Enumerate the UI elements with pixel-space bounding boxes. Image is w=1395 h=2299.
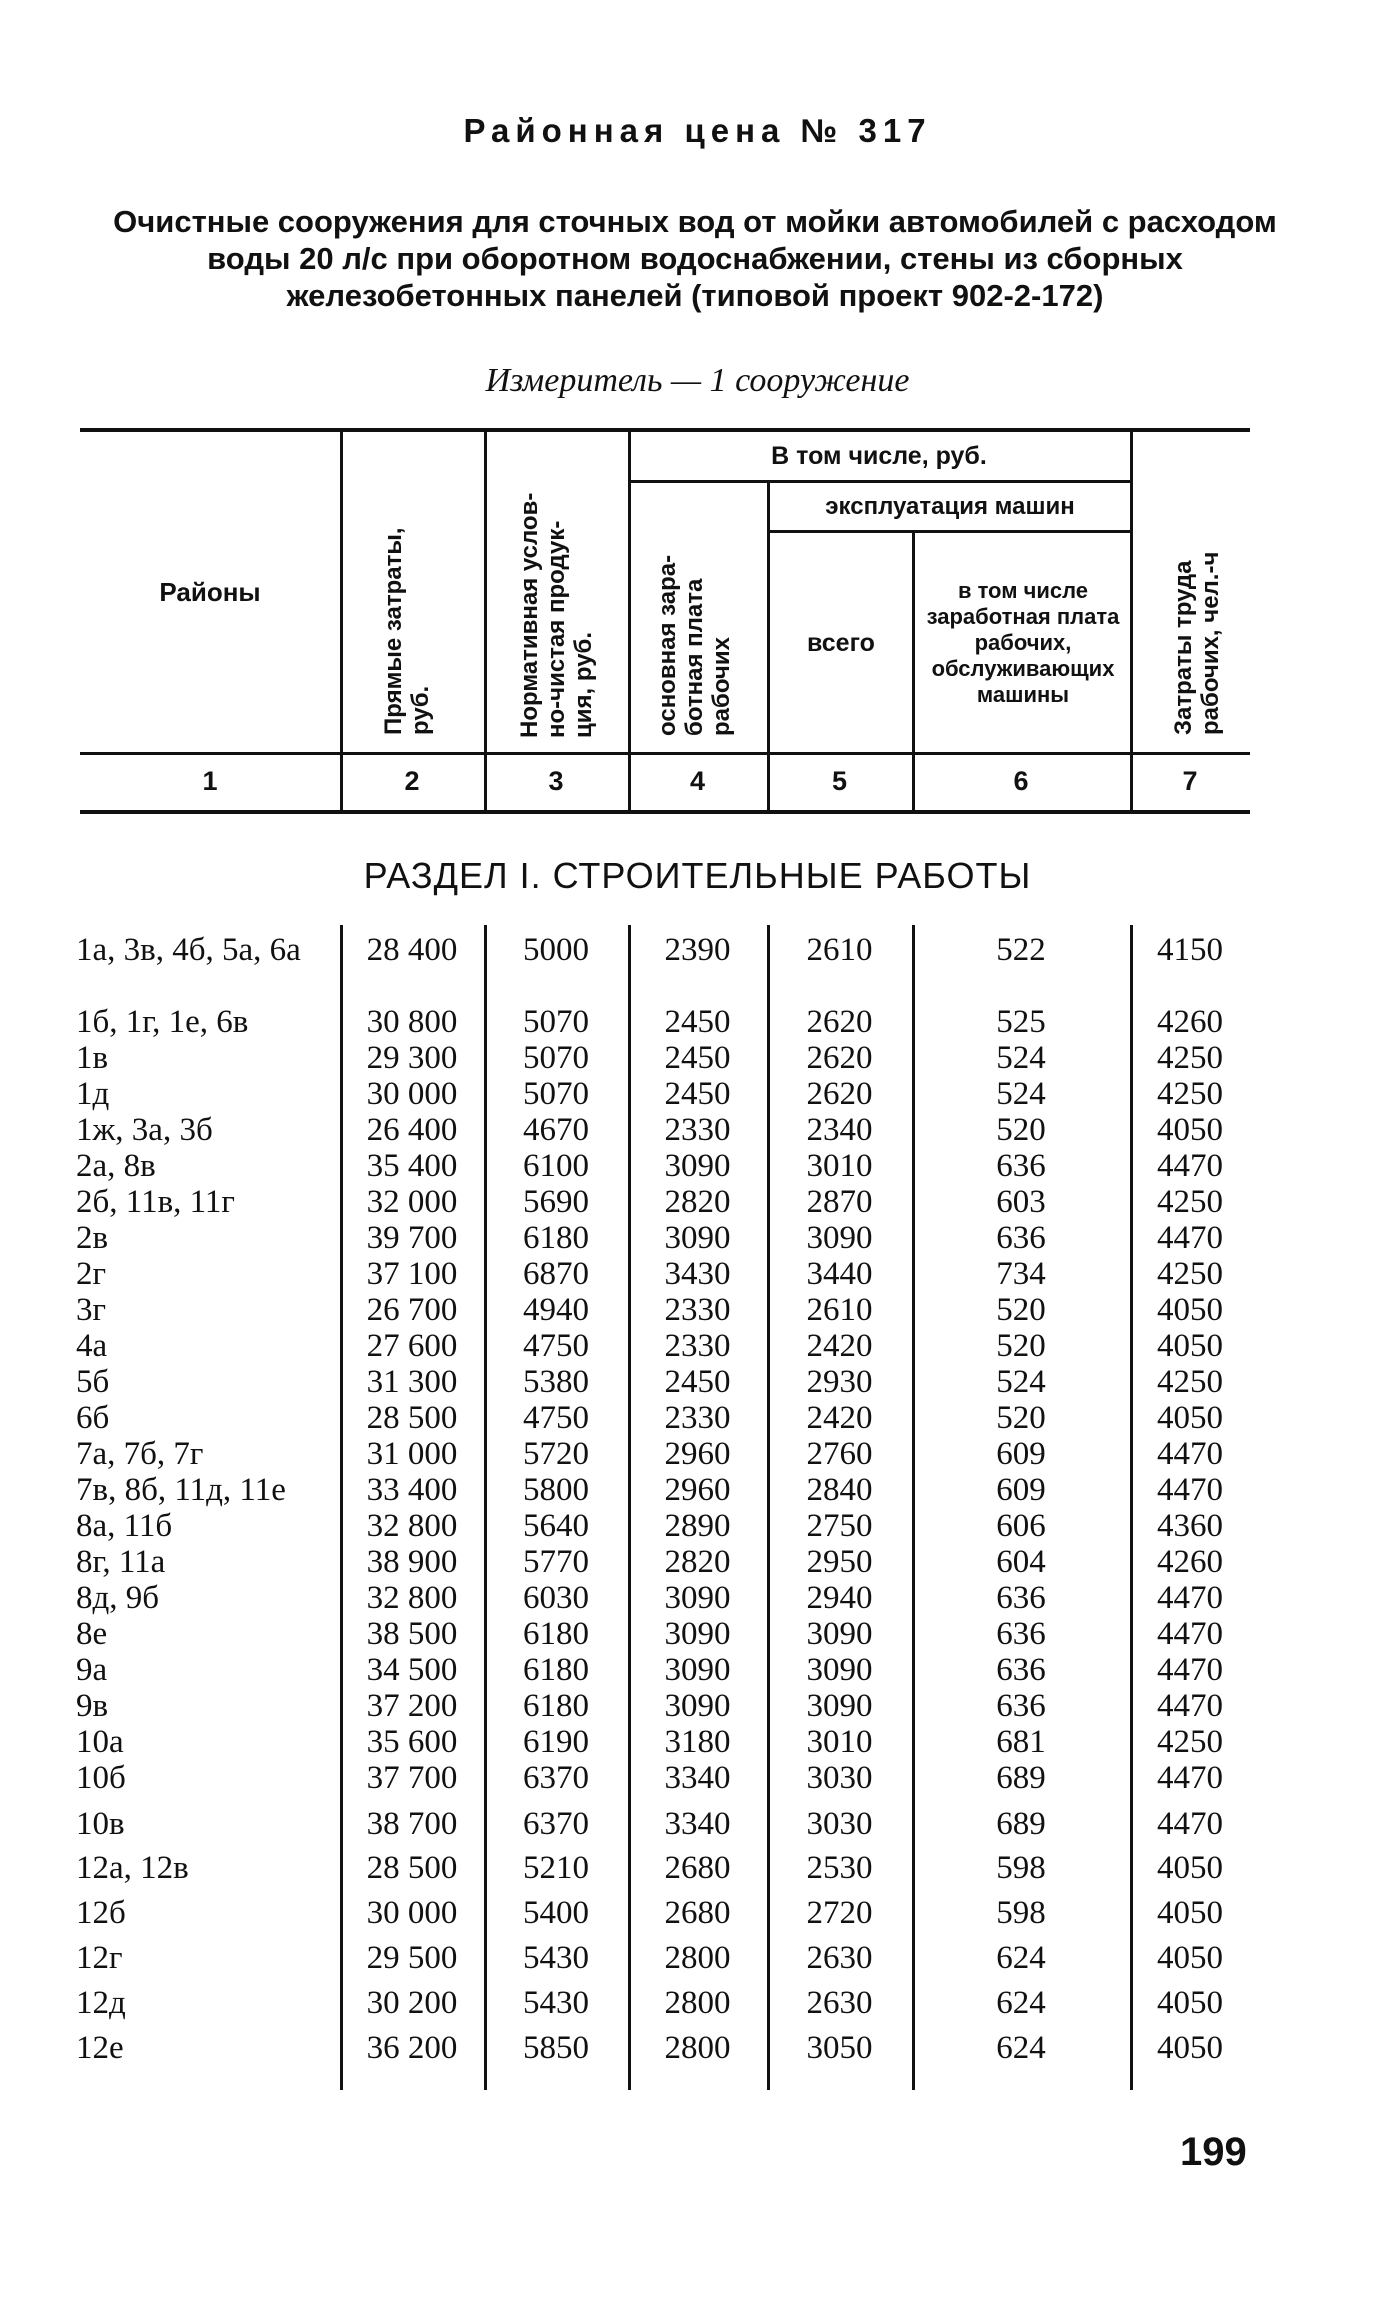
value-cell: 31 300 [366, 1364, 458, 1400]
column-number: 4 [689, 766, 706, 796]
region-cell: 10б [76, 1760, 126, 1796]
table-row [0, 932, 1395, 968]
header-mid-rule [80, 752, 1250, 755]
region-cell: 12г [76, 1940, 123, 1976]
value-cell: 26 700 [366, 1292, 458, 1328]
region-cell: 9а [76, 1652, 108, 1688]
value-cell: 5070 [523, 1076, 589, 1112]
value-cell: 2800 [664, 1985, 731, 2021]
table-row [0, 1724, 1395, 1760]
value-cell: 4470 [1157, 1436, 1223, 1472]
column-number: 3 [548, 766, 564, 796]
value-cell: 4250 [1157, 1184, 1223, 1220]
value-cell: 2330 [664, 1328, 731, 1364]
value-cell: 3090 [664, 1688, 731, 1724]
value-cell: 2450 [664, 1040, 731, 1076]
table-row [0, 1652, 1395, 1688]
value-cell: 4470 [1157, 1220, 1223, 1256]
value-cell: 606 [996, 1508, 1046, 1544]
value-cell: 3340 [664, 1806, 731, 1842]
table-row [0, 1400, 1395, 1436]
value-cell: 3180 [664, 1724, 731, 1760]
value-cell: 38 500 [366, 1616, 458, 1652]
header-bottom-rule [80, 810, 1250, 814]
value-cell: 28 500 [366, 1850, 458, 1886]
region-cell: 7а, 7б, 7г [76, 1436, 204, 1472]
value-cell: 2420 [806, 1328, 873, 1364]
table-row [0, 1895, 1395, 1931]
value-cell: 2630 [806, 1985, 873, 2021]
value-cell: 6180 [523, 1688, 589, 1724]
value-cell: 35 600 [366, 1724, 458, 1760]
value-cell: 4940 [523, 1292, 589, 1328]
value-cell: 522 [996, 932, 1046, 968]
table-row [0, 1760, 1395, 1796]
value-cell: 4750 [523, 1400, 589, 1436]
value-cell: 2960 [664, 1472, 731, 1508]
value-cell: 5770 [523, 1544, 589, 1580]
value-cell: 4050 [1157, 1940, 1223, 1976]
table-row [0, 1544, 1395, 1580]
value-cell: 30 000 [366, 1076, 458, 1112]
value-cell: 5000 [523, 932, 589, 968]
value-cell: 4260 [1157, 1004, 1223, 1040]
value-cell: 520 [996, 1112, 1046, 1148]
value-cell: 6180 [523, 1616, 589, 1652]
value-cell: 3090 [806, 1652, 873, 1688]
value-cell: 6100 [523, 1148, 589, 1184]
table-row [0, 1806, 1395, 1842]
table-row [0, 1580, 1395, 1616]
value-cell: 2620 [806, 1040, 873, 1076]
value-cell: 603 [996, 1184, 1046, 1220]
column-number: 7 [1182, 766, 1198, 796]
value-cell: 3090 [806, 1688, 873, 1724]
value-cell: 38 900 [366, 1544, 458, 1580]
value-cell: 2630 [806, 1940, 873, 1976]
value-cell: 6180 [523, 1220, 589, 1256]
region-cell: 1ж, 3а, 3б [76, 1112, 213, 1148]
region-cell: 3г [76, 1292, 107, 1328]
value-cell: 3090 [664, 1148, 731, 1184]
value-cell: 37 100 [366, 1256, 458, 1292]
table-row [0, 1328, 1395, 1364]
value-cell: 28 400 [366, 932, 458, 968]
value-cell: 34 500 [366, 1652, 458, 1688]
document-subtitle: Очистные сооружения для сточных вод от мойки автомобилей с расходом воды 20 л/с при оборотном водоснабжении, стены из сборных железобетонных панелей (типовой проект 902-2-172) [113, 204, 1277, 313]
value-cell: 524 [996, 1040, 1046, 1076]
value-cell: 3090 [664, 1580, 731, 1616]
value-cell: 29 500 [366, 1940, 458, 1976]
region-cell: 4а [76, 1328, 108, 1364]
value-cell: 3010 [806, 1148, 873, 1184]
table-row [0, 1256, 1395, 1292]
column-number: 2 [404, 766, 420, 796]
value-cell: 2820 [664, 1544, 731, 1580]
value-cell: 4250 [1157, 1040, 1223, 1076]
value-cell: 2870 [806, 1184, 873, 1220]
header-divider [628, 430, 631, 812]
value-cell: 2450 [664, 1004, 731, 1040]
table-row [0, 1112, 1395, 1148]
value-cell: 2840 [806, 1472, 873, 1508]
value-cell: 681 [996, 1724, 1046, 1760]
value-cell: 2720 [806, 1895, 873, 1931]
value-cell: 5850 [523, 2030, 589, 2066]
value-cell: 2530 [806, 1850, 873, 1886]
value-cell: 2330 [664, 1292, 731, 1328]
value-cell: 3090 [664, 1220, 731, 1256]
table-row [0, 1940, 1395, 1976]
value-cell: 6370 [523, 1806, 589, 1842]
value-cell: 598 [996, 1850, 1046, 1886]
region-cell: 1а, 3в, 4б, 5а, 6а [76, 932, 301, 968]
value-cell: 5690 [523, 1184, 589, 1220]
table-row [0, 1292, 1395, 1328]
region-cell: 9в [76, 1688, 109, 1724]
value-cell: 6190 [523, 1724, 589, 1760]
value-cell: 3090 [806, 1616, 873, 1652]
header-divider [1130, 430, 1133, 812]
value-cell: 4470 [1157, 1688, 1223, 1724]
value-cell: 29 300 [366, 1040, 458, 1076]
table-row [0, 1004, 1395, 1040]
value-cell: 4260 [1157, 1544, 1223, 1580]
value-cell: 3340 [664, 1760, 731, 1796]
value-cell: 636 [996, 1688, 1046, 1724]
value-cell: 734 [996, 1256, 1046, 1292]
value-cell: 3050 [806, 2030, 873, 2066]
region-cell: 7в, 8б, 11д, 11е [76, 1472, 286, 1508]
value-cell: 4470 [1157, 1806, 1223, 1842]
value-cell: 3090 [664, 1616, 731, 1652]
value-cell: 609 [996, 1436, 1046, 1472]
table-row [0, 1184, 1395, 1220]
measure-unit: Измеритель — 1 сооружение [485, 362, 910, 399]
value-cell: 2760 [806, 1436, 873, 1472]
region-cell: 8д, 9б [76, 1580, 160, 1616]
value-cell: 2960 [664, 1436, 731, 1472]
value-cell: 35 400 [366, 1148, 458, 1184]
value-cell: 2820 [664, 1184, 731, 1220]
region-cell: 2б, 11в, 11г [76, 1184, 235, 1220]
value-cell: 2620 [806, 1076, 873, 1112]
value-cell: 4050 [1157, 1112, 1223, 1148]
value-cell: 4250 [1157, 1364, 1223, 1400]
header-subgroup-machines: эксплуатация машин [825, 492, 1075, 520]
value-cell: 5800 [523, 1472, 589, 1508]
header-col-labor: Затраты труда рабочих, чел.-ч [1170, 551, 1224, 735]
value-cell: 520 [996, 1328, 1046, 1364]
table-row [0, 1472, 1395, 1508]
region-cell: 6б [76, 1400, 110, 1436]
value-cell: 4050 [1157, 1895, 1223, 1931]
value-cell: 3090 [806, 1220, 873, 1256]
value-cell: 5070 [523, 1004, 589, 1040]
value-cell: 4670 [523, 1112, 589, 1148]
value-cell: 2800 [664, 2030, 731, 2066]
value-cell: 2390 [664, 932, 731, 968]
value-cell: 2890 [664, 1508, 731, 1544]
value-cell: 39 700 [366, 1220, 458, 1256]
value-cell: 2680 [664, 1850, 731, 1886]
column-number: 1 [202, 766, 218, 796]
region-cell: 5б [76, 1364, 110, 1400]
header-divider [340, 430, 343, 812]
value-cell: 5430 [523, 1985, 589, 2021]
value-cell: 4050 [1157, 1985, 1223, 2021]
table-row [0, 1850, 1395, 1886]
value-cell: 636 [996, 1652, 1046, 1688]
header-divider [484, 430, 487, 812]
value-cell: 6870 [523, 1256, 589, 1292]
value-cell: 2800 [664, 1940, 731, 1976]
page-number: 199 [1180, 2130, 1247, 2174]
value-cell: 3030 [806, 1806, 873, 1842]
value-cell: 2340 [806, 1112, 873, 1148]
value-cell: 32 000 [366, 1184, 458, 1220]
value-cell: 3430 [664, 1256, 731, 1292]
value-cell: 604 [996, 1544, 1046, 1580]
value-cell: 37 200 [366, 1688, 458, 1724]
table-row [0, 1148, 1395, 1184]
value-cell: 5210 [523, 1850, 589, 1886]
value-cell: 524 [996, 1076, 1046, 1112]
value-cell: 5430 [523, 1940, 589, 1976]
header-col-machine-wage: в том числе заработная плата рабочих, обслуживающих машины [926, 578, 1120, 707]
value-cell: 2420 [806, 1400, 873, 1436]
value-cell: 5720 [523, 1436, 589, 1472]
value-cell: 689 [996, 1806, 1046, 1842]
value-cell: 2940 [806, 1580, 873, 1616]
header-col-base-wage: основная зара- ботная плата рабочих [654, 554, 735, 736]
value-cell: 2450 [664, 1364, 731, 1400]
region-cell: 1б, 1г, 1е, 6в [76, 1004, 249, 1040]
value-cell: 4470 [1157, 1760, 1223, 1796]
value-cell: 2330 [664, 1112, 731, 1148]
value-cell: 26 400 [366, 1112, 458, 1148]
table-row [0, 1076, 1395, 1112]
value-cell: 520 [996, 1292, 1046, 1328]
value-cell: 4050 [1157, 1400, 1223, 1436]
value-cell: 2950 [806, 1544, 873, 1580]
value-cell: 598 [996, 1895, 1046, 1931]
value-cell: 4250 [1157, 1076, 1223, 1112]
region-cell: 1д [76, 1076, 110, 1112]
header-group-including: В том числе, руб. [771, 441, 987, 470]
value-cell: 5640 [523, 1508, 589, 1544]
value-cell: 2680 [664, 1895, 731, 1931]
value-cell: 36 200 [366, 2030, 458, 2066]
region-cell: 10в [76, 1806, 125, 1842]
value-cell: 5380 [523, 1364, 589, 1400]
value-cell: 4470 [1157, 1580, 1223, 1616]
table-row [0, 1040, 1395, 1076]
region-cell: 2в [76, 1220, 109, 1256]
value-cell: 4150 [1157, 932, 1223, 968]
table-row [0, 1688, 1395, 1724]
value-cell: 4050 [1157, 1328, 1223, 1364]
region-cell: 12а, 12в [76, 1850, 189, 1886]
region-cell: 8г, 11а [76, 1544, 166, 1580]
table-row [0, 2030, 1395, 2066]
value-cell: 4050 [1157, 1292, 1223, 1328]
value-cell: 520 [996, 1400, 1046, 1436]
value-cell: 2450 [664, 1076, 731, 1112]
value-cell: 636 [996, 1220, 1046, 1256]
value-cell: 2620 [806, 1004, 873, 1040]
value-cell: 4470 [1157, 1616, 1223, 1652]
value-cell: 3090 [664, 1652, 731, 1688]
column-number: 5 [831, 766, 848, 796]
value-cell: 33 400 [366, 1472, 458, 1508]
table-row [0, 1364, 1395, 1400]
value-cell: 525 [996, 1004, 1046, 1040]
value-cell: 37 700 [366, 1760, 458, 1796]
value-cell: 2750 [806, 1508, 873, 1544]
value-cell: 30 200 [366, 1985, 458, 2021]
region-cell: 8а, 11б [76, 1508, 173, 1544]
value-cell: 2930 [806, 1364, 873, 1400]
value-cell: 624 [996, 1940, 1046, 1976]
value-cell: 38 700 [366, 1806, 458, 1842]
table-row [0, 1985, 1395, 2021]
region-cell: 12е [76, 2030, 124, 2066]
value-cell: 5400 [523, 1895, 589, 1931]
value-cell: 32 800 [366, 1508, 458, 1544]
value-cell: 624 [996, 1985, 1046, 2021]
value-cell: 4050 [1157, 1850, 1223, 1886]
table-row [0, 1220, 1395, 1256]
region-cell: 10а [76, 1724, 124, 1760]
region-cell: 12д [76, 1985, 126, 2021]
value-cell: 3440 [806, 1256, 873, 1292]
value-cell: 3010 [806, 1724, 873, 1760]
value-cell: 4050 [1157, 2030, 1223, 2066]
value-cell: 2610 [806, 932, 873, 968]
value-cell: 27 600 [366, 1328, 458, 1364]
header-col-total: всего [807, 628, 875, 657]
subgroup-rule [767, 530, 1130, 533]
region-cell: 1в [76, 1040, 109, 1076]
value-cell: 31 000 [366, 1436, 458, 1472]
value-cell: 6030 [523, 1580, 589, 1616]
value-cell: 609 [996, 1472, 1046, 1508]
value-cell: 2330 [664, 1400, 731, 1436]
column-number: 6 [1013, 766, 1029, 796]
header-col-regions: Районы [159, 576, 261, 607]
region-cell: 2а, 8в [76, 1148, 156, 1184]
value-cell: 6180 [523, 1652, 589, 1688]
value-cell: 4470 [1157, 1652, 1223, 1688]
header-col-direct-costs: Прямые затраты, руб. [380, 527, 434, 735]
value-cell: 689 [996, 1760, 1046, 1796]
value-cell: 636 [996, 1616, 1046, 1652]
value-cell: 28 500 [366, 1400, 458, 1436]
table-row [0, 1436, 1395, 1472]
value-cell: 4250 [1157, 1256, 1223, 1292]
value-cell: 5070 [523, 1040, 589, 1076]
value-cell: 6370 [523, 1760, 589, 1796]
value-cell: 4360 [1157, 1508, 1223, 1544]
value-cell: 4470 [1157, 1148, 1223, 1184]
value-cell: 524 [996, 1364, 1046, 1400]
value-cell: 624 [996, 2030, 1046, 2066]
value-cell: 4250 [1157, 1724, 1223, 1760]
value-cell: 32 800 [366, 1580, 458, 1616]
value-cell: 636 [996, 1148, 1046, 1184]
table-row [0, 1508, 1395, 1544]
header-col-net-production: Нормативная услов- но-чистая продук- ция, руб. [516, 492, 597, 738]
value-cell: 4750 [523, 1328, 589, 1364]
value-cell: 2610 [806, 1292, 873, 1328]
value-cell: 30 000 [366, 1895, 458, 1931]
region-cell: 2г [76, 1256, 107, 1292]
table-row [0, 1616, 1395, 1652]
value-cell: 636 [996, 1580, 1046, 1616]
page-title: Районная цена № 317 [463, 112, 932, 149]
region-cell: 8е [76, 1616, 108, 1652]
value-cell: 30 800 [366, 1004, 458, 1040]
value-cell: 4470 [1157, 1472, 1223, 1508]
value-cell: 3030 [806, 1760, 873, 1796]
section-title: РАЗДЕЛ I. СТРОИТЕЛЬНЫЕ РАБОТЫ [363, 855, 1032, 896]
region-cell: 12б [76, 1895, 126, 1931]
